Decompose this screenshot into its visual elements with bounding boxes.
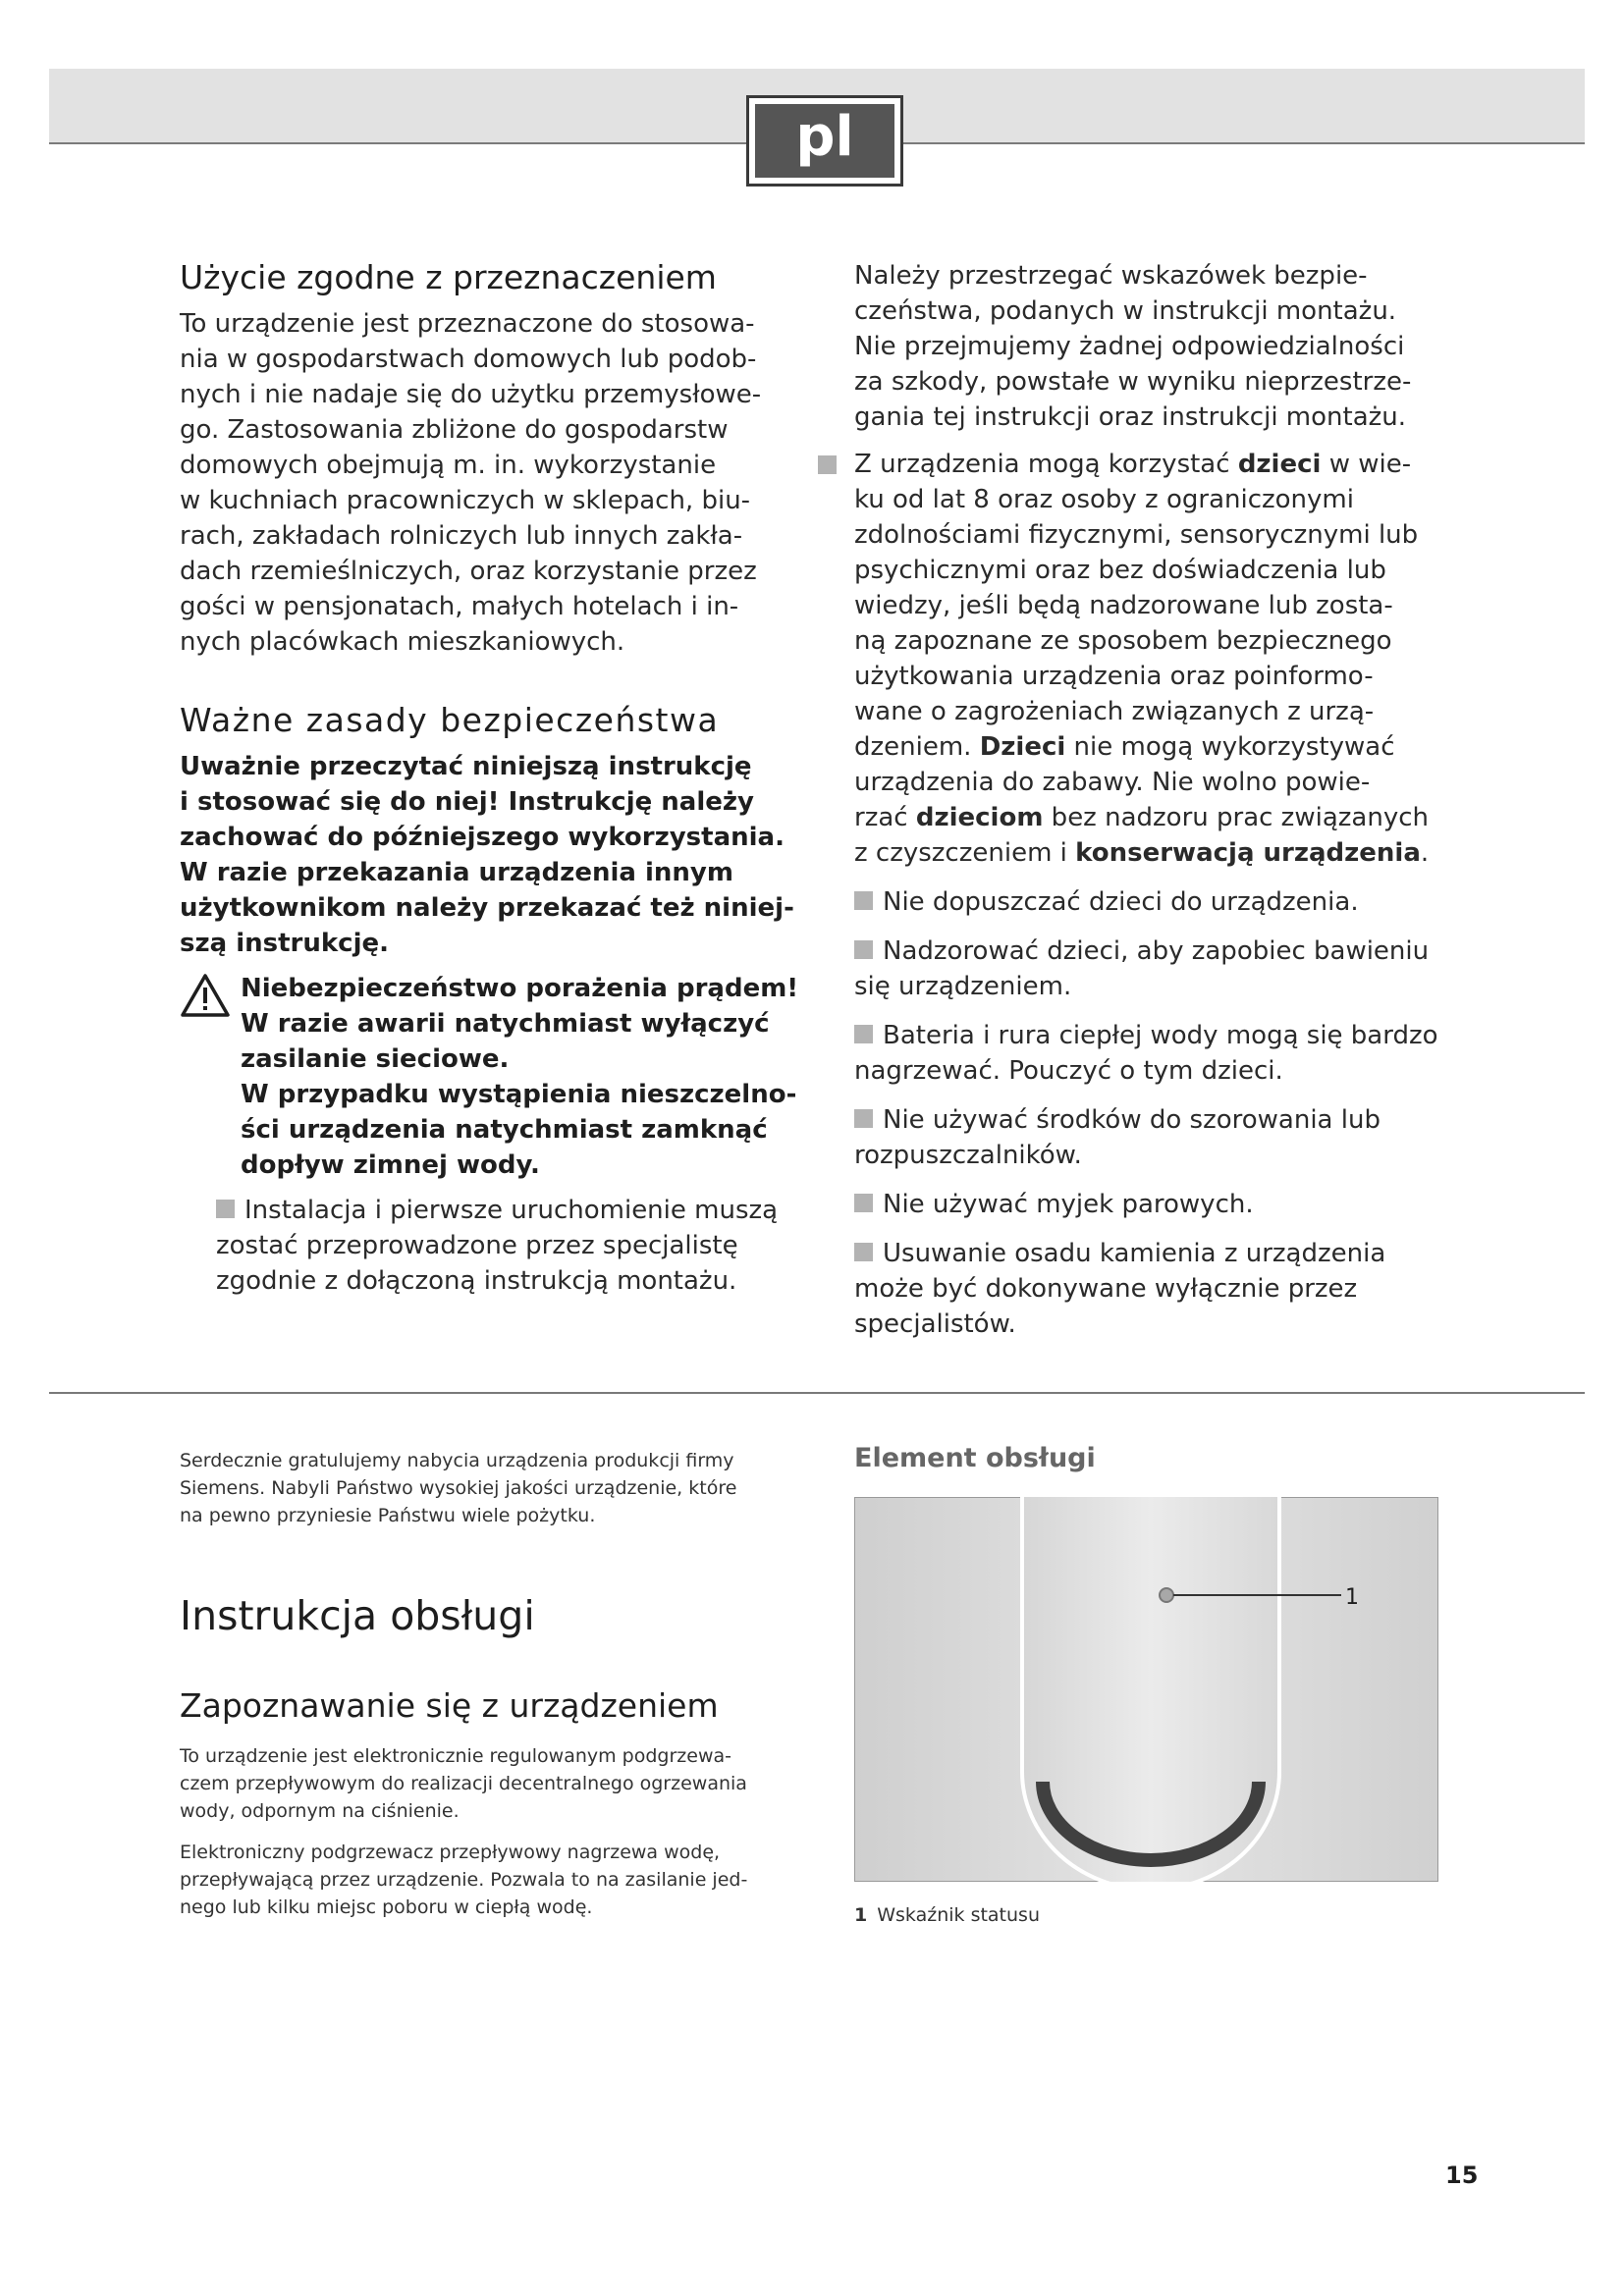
text-line: psychicznymi oraz bez doświadczenia lub <box>854 556 1386 585</box>
bold-fragment: dzieciom <box>915 803 1044 832</box>
control-panel-figure <box>854 1497 1438 1882</box>
sub-bullet-item <box>854 1018 1502 1089</box>
text-line: Nie przejmujemy żadnej odpowiedzialności <box>854 332 1405 361</box>
text-line: Bateria i rura ciepłej wody mogą się bardzo <box>883 1021 1438 1050</box>
text-fragment: z czyszczeniem i <box>854 838 1076 868</box>
lower-left-column <box>180 1447 808 1921</box>
text-fragment: dzeniem. <box>854 732 980 762</box>
text-line: czeństwa, podanych w instrukcji montażu. <box>854 296 1397 326</box>
warning-triangle-icon <box>180 973 231 1018</box>
text-fragment: rzać <box>854 803 916 832</box>
bullet-square-icon <box>854 1025 873 1043</box>
warning-line: W razie awarii natychmiast wyłączyć <box>241 1009 770 1039</box>
callout-number: 1 <box>1345 1585 1359 1610</box>
text-line: użytkownikom należy przekazać też niniej- <box>180 893 794 923</box>
text-line: przepływającą przez urządzenie. Pozwala to na zasilanie jed- <box>180 1869 748 1891</box>
text-fragment: bez nadzoru prac związanych <box>1043 803 1429 832</box>
text-line: może być dokonywane wyłącznie przez <box>854 1274 1358 1304</box>
text-line: Serdecznie gratulujemy nabycia urządzenia produkcji firmy <box>180 1450 734 1471</box>
text-line: dach rzemieślniczych, oraz korzystanie przez <box>180 557 757 586</box>
warning-line: ści urządzenia natychmiast zamknąć <box>241 1115 768 1145</box>
intended-use-title: Użycie zgodne z przeznaczeniem <box>180 258 717 296</box>
left-column <box>180 258 808 1299</box>
children-bullet <box>818 447 1502 871</box>
bold-fragment: konserwacją urządzenia <box>1075 838 1421 868</box>
sub-bullet-item <box>854 884 1502 920</box>
text-line: Usuwanie osadu kamienia z urządzenia <box>883 1239 1386 1268</box>
sub-bullet-item <box>854 934 1502 1004</box>
text-fragment: w wie- <box>1321 450 1412 479</box>
text-line: go. Zastosowania zbliżone do gospodarstw <box>180 415 729 445</box>
bullet-square-icon <box>216 1200 235 1218</box>
text-line: Instalacja i pierwsze uruchomienie muszą <box>244 1196 779 1225</box>
text-line: nych placówkach mieszkaniowych. <box>180 627 625 657</box>
text-line: Siemens. Nabyli Państwo wysokiej jakości urządzenie, które <box>180 1477 737 1499</box>
caption-number: 1 <box>854 1904 868 1926</box>
page-number: 15 <box>1445 2162 1479 2189</box>
control-element-title: Element obsługi <box>854 1443 1096 1473</box>
text-line: urządzenia do zabawy. Nie wolno powie- <box>854 768 1371 797</box>
text-line: Nie używać środków do szorowania lub <box>883 1105 1380 1135</box>
text-line: gości w pensjonatach, małych hotelach i in- <box>180 592 739 621</box>
installation-note <box>180 1193 808 1299</box>
device-description-paragraph <box>180 1742 808 1825</box>
warning-line: zasilanie sieciowe. <box>241 1044 510 1074</box>
congratulations-paragraph <box>180 1447 808 1529</box>
language-code: pl <box>755 104 894 178</box>
warning-line: W przypadku wystąpienia nieszczelno- <box>241 1080 797 1109</box>
manual-title: Instrukcja obsługi <box>180 1592 535 1639</box>
safety-title: Ważne zasady bezpieczeństwa <box>180 701 720 739</box>
text-line: w kuchniach pracowniczych w sklepach, biu- <box>180 486 751 515</box>
text-line: rozpuszczalników. <box>854 1141 1082 1170</box>
sub-bullet-item <box>854 1236 1502 1342</box>
text-line: nagrzewać. Pouczyć o tym dzieci. <box>854 1056 1283 1086</box>
text-line: się urządzeniem. <box>854 972 1072 1001</box>
text-line: szą instrukcję. <box>180 929 389 958</box>
text-fragment: nie mogą wykorzystywać <box>1065 732 1395 762</box>
bullet-square-icon <box>818 455 837 474</box>
heater-description-paragraph <box>180 1839 808 1921</box>
text-line: specjalistów. <box>854 1309 1016 1339</box>
bullet-square-icon <box>854 1109 873 1128</box>
warning-line: dopływ zimnej wody. <box>241 1150 540 1180</box>
text-line: gania tej instrukcji oraz instrukcji montażu. <box>854 402 1407 432</box>
text-line: za szkody, powstałe w wyniku nieprzestrze- <box>854 367 1412 397</box>
text-line: To urządzenie jest elektronicznie regulowanym podgrzewa- <box>180 1745 731 1767</box>
sub-bullet-item <box>854 1187 1502 1222</box>
text-line: zgodnie z dołączoną instrukcją montażu. <box>216 1266 737 1296</box>
sub-bullet-item <box>854 1102 1502 1173</box>
bullet-square-icon <box>854 891 873 910</box>
text-line: zdolnościami fizycznymi, sensorycznymi lub <box>854 520 1419 550</box>
text-fragment: Z urządzenia mogą korzystać <box>854 450 1238 479</box>
text-line: domowych obejmują m. in. wykorzystanie <box>180 451 717 480</box>
text-fragment: . <box>1420 838 1430 868</box>
text-line: ku od lat 8 oraz osoby z ograniczonymi <box>854 485 1354 514</box>
text-line: Elektroniczny podgrzewacz przepływowy nagrzewa wodę, <box>180 1842 721 1863</box>
text-line: nych i nie nadaje się do użytku przemysłowe- <box>180 380 762 409</box>
text-line: W razie przekazania urządzenia innym <box>180 858 733 887</box>
text-line: Nie używać myjek parowych. <box>883 1190 1254 1219</box>
text-line: i stosować się do niej! Instrukcję należy <box>180 787 754 817</box>
text-line: wody, odpornym na ciśnienie. <box>180 1800 460 1822</box>
caption-text: Wskaźnik statusu <box>877 1904 1040 1926</box>
text-line: Nadzorować dzieci, aby zapobiec bawieniu <box>883 936 1430 966</box>
text-line: nia w gospodarstwach domowych lub podob- <box>180 345 757 374</box>
text-line: czem przepływowym do realizacji decentralnego ogrzewania <box>180 1773 747 1794</box>
language-badge <box>746 95 903 187</box>
bold-fragment: dzieci <box>1237 450 1322 479</box>
status-indicator <box>1160 1588 1173 1602</box>
familiarization-title: Zapoznawanie się z urządzeniem <box>180 1686 719 1725</box>
text-line: wiedzy, jeśli będą nadzorowane lub zosta- <box>854 591 1393 620</box>
text-line: użytkowania urządzenia oraz poinformo- <box>854 662 1374 691</box>
bullet-square-icon <box>854 940 873 959</box>
text-line: zostać przeprowadzone przez specjalistę <box>216 1231 738 1260</box>
text-line: Nie dopuszczać dzieci do urządzenia. <box>883 887 1359 917</box>
safety-bold-paragraph <box>180 749 808 961</box>
text-line: na pewno przyniesie Państwu wiele pożytku. <box>180 1505 596 1526</box>
text-line: rach, zakładach rolniczych lub innych zakła- <box>180 521 743 551</box>
bold-fragment: Dzieci <box>979 732 1066 762</box>
text-line: wane o zagrożeniach związanych z urzą- <box>854 697 1375 726</box>
assembly-instructions-paragraph <box>854 258 1502 435</box>
warning-line: Niebezpieczeństwo porażenia prądem! <box>241 974 799 1003</box>
section-divider <box>49 1392 1585 1394</box>
bullet-square-icon <box>854 1194 873 1212</box>
figure-caption <box>854 1904 1040 1926</box>
text-line: nego lub kilku miejsc poboru w ciepłą wodę. <box>180 1896 593 1918</box>
text-line: To urządzenie jest przeznaczone do stosowa- <box>180 309 755 339</box>
electric-shock-warning <box>180 971 808 1183</box>
intended-use-paragraph <box>180 306 808 660</box>
text-line: zachować do późniejszego wykorzystania. <box>180 823 785 852</box>
text-line: Uważnie przeczytać niniejszą instrukcję <box>180 752 752 781</box>
right-column <box>854 258 1502 1342</box>
text-line: Należy przestrzegać wskazówek bezpie- <box>854 261 1368 291</box>
bullet-square-icon <box>854 1243 873 1261</box>
text-line: ną zapoznane ze sposobem bezpiecznego <box>854 626 1392 656</box>
